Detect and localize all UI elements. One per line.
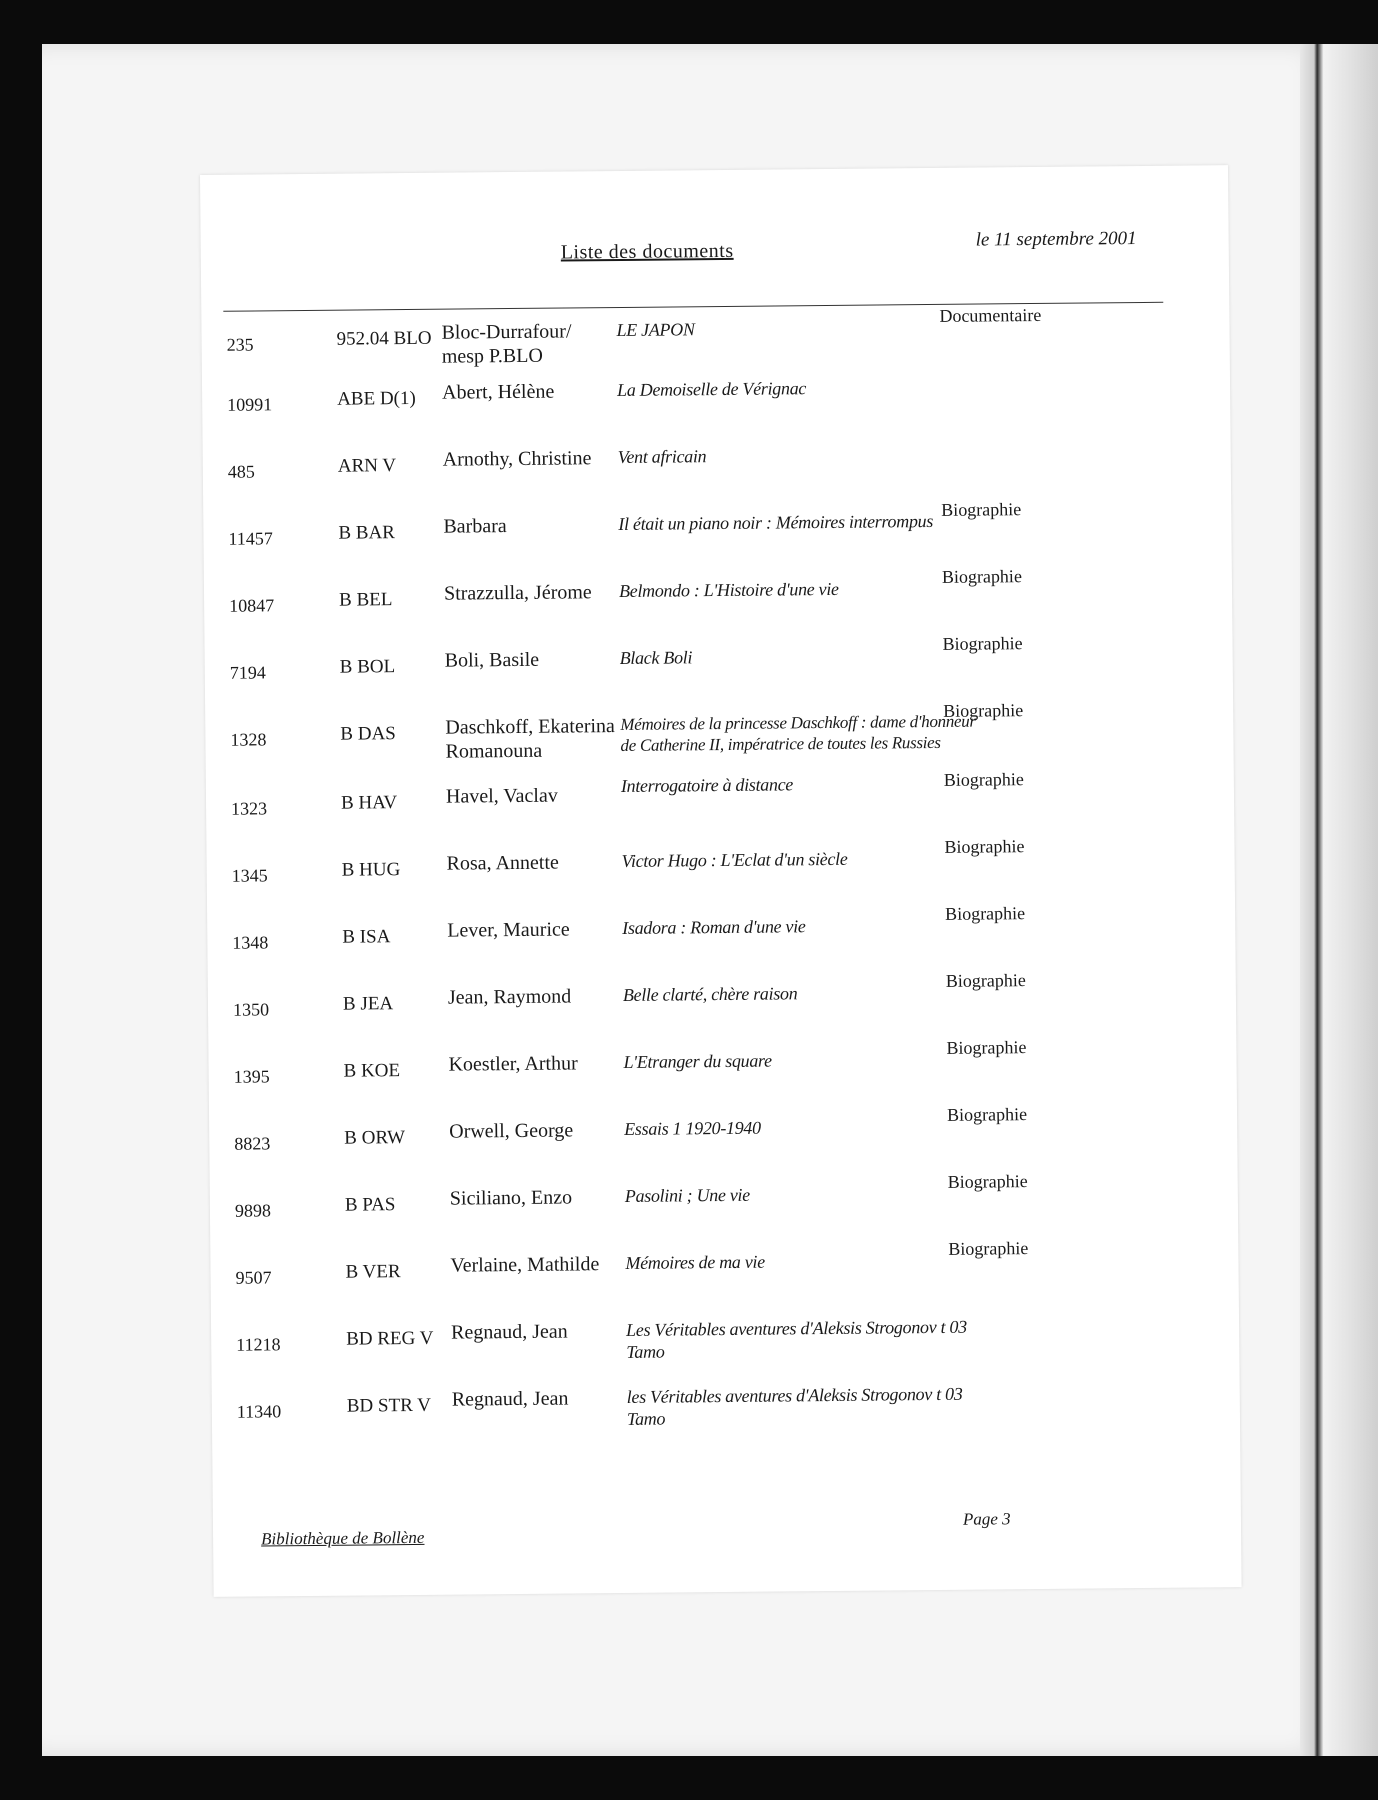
document-cote: BD REG V — [346, 1327, 434, 1350]
document-author: Regnaud, Jean — [451, 1320, 568, 1344]
list-item — [208, 1037, 1237, 1115]
document-cote: 952.04 BLO — [336, 327, 432, 350]
list-item — [206, 769, 1235, 847]
list-item — [207, 903, 1236, 981]
library-name: Bibliothèque de Bollène — [261, 1527, 425, 1549]
list-item — [209, 1104, 1238, 1182]
document-cote: B ISA — [342, 926, 391, 948]
document-id: 7194 — [229, 662, 266, 683]
document-id: 1395 — [233, 1066, 270, 1087]
list-item — [210, 1238, 1239, 1316]
document-cote: B JEA — [342, 993, 394, 1015]
list-item — [202, 373, 1231, 443]
list-item — [212, 1380, 1241, 1450]
document-title-cell: Les Véritables aventures d'Aleksis Strogonov t 03 Tamo — [626, 1316, 967, 1362]
document-author: Regnaud, Jean — [451, 1387, 569, 1411]
document-author: Barbara — [443, 515, 507, 538]
list-item — [205, 700, 1234, 778]
document-author: Rosa, Annette — [446, 851, 559, 875]
book-gutter — [1300, 44, 1378, 1756]
document-id: 235 — [226, 334, 254, 355]
document-cote: B HAV — [340, 792, 398, 814]
document-cote: B VER — [345, 1261, 401, 1283]
document-title-cell: Mémoires de la princesse Daschkoff : dame d'honneur de Catherine II, impératrice de toutes les Russies — [620, 711, 976, 755]
list-item — [208, 970, 1237, 1048]
list-item — [204, 566, 1233, 644]
document-cote: B PAS — [344, 1194, 396, 1216]
list-item — [203, 440, 1232, 510]
document-cote: ARN V — [337, 455, 397, 477]
document-genre: Biographie — [941, 566, 1022, 587]
document-title-cell: Victor Hugo : L'Eclat d'un siècle — [621, 848, 848, 871]
document-cote: B KOE — [343, 1060, 401, 1082]
document-genre: Documentaire — [939, 304, 1042, 326]
document-genre: Biographie — [944, 836, 1025, 857]
document-genre: Biographie — [946, 1104, 1028, 1125]
document-id: 9898 — [234, 1200, 272, 1221]
document-author: Abert, Hélène — [441, 380, 555, 404]
document-title-cell: Il était un piano noir : Mémoires interrompus — [618, 510, 934, 534]
document-genre: Biographie — [947, 1171, 1028, 1192]
document-genre: Biographie — [946, 1037, 1027, 1058]
document-title-cell: Belle clarté, chère raison — [622, 983, 798, 1005]
document-genre: Biographie — [945, 903, 1026, 924]
document-cote: B HUG — [341, 859, 401, 881]
document-id: 1350 — [232, 999, 270, 1020]
document-title-cell: Isadora : Roman d'une vie — [622, 916, 806, 938]
document-author: Havel, Vaclav — [445, 784, 558, 808]
list-item — [207, 836, 1236, 914]
document-cote: B ORW — [344, 1127, 406, 1149]
list-item — [201, 304, 1230, 383]
document-author: Orwell, George — [449, 1119, 574, 1143]
list-item — [203, 499, 1232, 577]
document-id: 1345 — [231, 865, 268, 886]
document-id: 1323 — [230, 798, 268, 819]
document-cote: ABE D(1) — [337, 387, 416, 410]
document-id: 10847 — [229, 595, 275, 616]
document-title-cell: Belmondo : L'Histoire d'une vie — [618, 578, 839, 601]
document-title-cell: La Demoiselle de Vérignac — [616, 378, 807, 401]
document-id: 10991 — [227, 394, 273, 415]
document-id: 11340 — [236, 1401, 282, 1422]
document-id: 8823 — [234, 1133, 271, 1154]
list-item — [205, 633, 1234, 711]
document-title-cell: Mémoires de ma vie — [625, 1251, 765, 1273]
document-id: 9507 — [235, 1267, 272, 1288]
document-id: 11457 — [228, 528, 273, 549]
document-author: Verlaine, Mathilde — [450, 1253, 600, 1277]
document-genre: Biographie — [945, 970, 1026, 991]
document-cote: B BOL — [339, 656, 396, 678]
document-title-cell: Pasolini ; Une vie — [624, 1184, 750, 1206]
document-author: Strazzulla, Jérome — [443, 581, 592, 605]
document-date: le 11 septembre 2001 — [975, 228, 1137, 251]
document-title-cell: Interrogatoire à distance — [620, 774, 794, 796]
document-title-cell: les Véritables aventures d'Aleksis Strogonov t 03 Tamo — [626, 1383, 963, 1429]
document-title-cell: Vent africain — [617, 446, 707, 468]
document-author: Boli, Basile — [444, 648, 540, 672]
document-genre: Biographie — [941, 499, 1022, 520]
document-title-cell: LE JAPON — [616, 319, 695, 341]
document-id: 1328 — [230, 729, 267, 750]
document-author: Jean, Raymond — [447, 985, 572, 1009]
document-author: Bloc-Durrafour/ mesp P.BLO — [441, 320, 572, 368]
list-item — [211, 1313, 1240, 1383]
document-genre: Biographie — [943, 700, 1024, 721]
document-id: 485 — [227, 461, 255, 482]
document-author: Koestler, Arthur — [448, 1052, 578, 1076]
list-item — [210, 1171, 1239, 1249]
document-author: Siciliano, Enzo — [449, 1186, 573, 1210]
document-title-cell: Black Boli — [619, 647, 693, 668]
document-title-cell: Essais 1 1920-1940 — [624, 1117, 761, 1139]
document-author: Arnothy, Christine — [442, 447, 592, 471]
document-cote: B BAR — [338, 522, 396, 544]
document-id: 1348 — [232, 932, 269, 953]
document-cote: B DAS — [340, 723, 396, 745]
document-genre: Biographie — [948, 1238, 1029, 1259]
page-number: Page 3 — [962, 1509, 1011, 1529]
document-cote: B BEL — [338, 589, 393, 611]
document-author: Daschkoff, Ekaterina Romanouna — [445, 715, 615, 763]
document-title-cell: L'Etranger du square — [623, 1050, 772, 1072]
document-sheet — [200, 165, 1242, 1597]
document-genre: Biographie — [943, 769, 1024, 790]
document-cote: BD STR V — [346, 1394, 432, 1417]
document-id: 11218 — [236, 1334, 281, 1355]
document-genre: Biographie — [942, 633, 1023, 654]
document-title: Liste des documents — [560, 239, 734, 264]
document-author: Lever, Maurice — [447, 918, 570, 942]
